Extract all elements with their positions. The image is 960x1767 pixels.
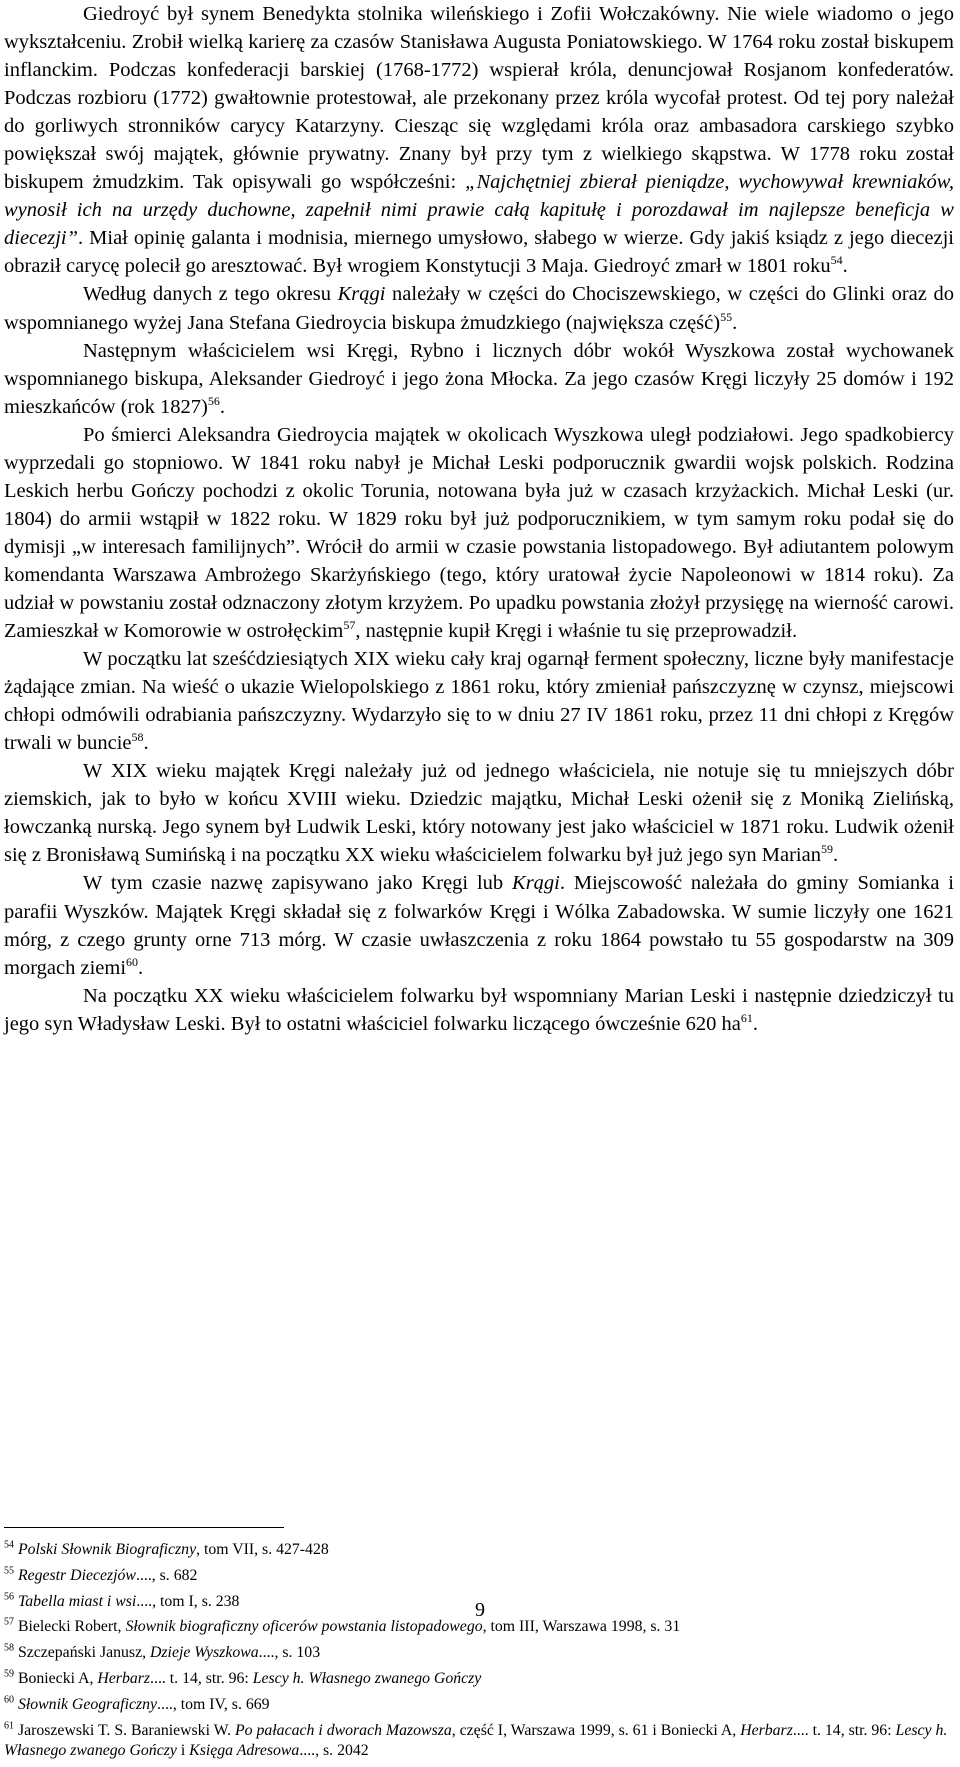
footnote-number: 61 xyxy=(4,1720,14,1732)
footnote-reference: 59 xyxy=(820,842,833,857)
text-run: . xyxy=(138,956,144,979)
text-run: Jaroszewski T. S. Baraniewski W. xyxy=(17,1721,235,1739)
text-run: , część I, Warszawa 1999, s. 61 i Boniecki A, xyxy=(451,1721,741,1739)
italic-text: Regestr Diecezjów xyxy=(17,1566,136,1584)
footnote-reference: 60 xyxy=(126,954,139,969)
italic-text: Herbarz xyxy=(740,1721,793,1739)
footnote-number: 58 xyxy=(4,1642,14,1654)
paragraph xyxy=(4,0,954,280)
text-run: W początku lat sześćdziesiątych XIX wieku cały kraj ogarnął ferment społeczny, liczne były manifestacje żądające zmian. Na wieść o ukazie Wielopolskiego z 1861 roku, który zmieniał pańszczyznę w czynsz, miejscowi chłopi odmówili odrabiania pańszczyzny. Wydarzyło się to w dniu 27 IV 1861 roku, przez 11 dni chłopi z Kręgów trwali w buncie xyxy=(4,648,954,755)
text-run: . xyxy=(752,1012,758,1035)
text-run: W tym czasie nazwę zapisywano jako Kręgi lub xyxy=(83,872,513,895)
text-run: ...., tom I, s. 238 xyxy=(136,1592,240,1610)
italic-text: Lescy h. Własnego zwanego Gończy xyxy=(4,1721,948,1759)
text-run: , tom III, Warszawa 1998, s. 31 xyxy=(482,1618,681,1636)
italic-text: Księga Adresowa xyxy=(189,1741,300,1759)
body-text xyxy=(4,0,954,1038)
italic-text: Słownik Geograficzny xyxy=(17,1695,158,1713)
text-run: . xyxy=(832,844,839,867)
italic-text: „Najchętniej zbierał pieniądze, wychowywał krewniaków, wynosił ich na urzędy duchowne, zapełnił nimi prawie całą kapitułę i porozdawał im najlepsze beneficja w diecezji” xyxy=(4,171,954,250)
text-run: Bielecki Robert, xyxy=(17,1618,126,1636)
page-number: 9 xyxy=(475,1599,485,1621)
text-run: Giedroyć był synem Benedykta stolnika wileńskiego i Zofii Wołczakówny. Nie wiele wiadomo o jego wykształceniu. Zrobił wielką karierę za czasów Stanisława Augusta Poniatowskiego. W 1764 roku został biskupem inflanckim. Podczas konfederacji barskiej (1768-1772) wspierał króla, denuncjował Rosjanom konfederatów. Podczas rozbioru (1772) gwałtownie protestował, ale przekonany przez króla wycofał protest. Od tej pory należał do gorliwych stronników carycy Katarzyny. Ciesząc się względami króla oraz ambasadora carskiego szybko powiększał swój majątek, głównie prywatny. Znany był przy tym z wielkiego skąpstwa. W 1778 roku został biskupem żmudzkim. Tak opisywali go współcześni: xyxy=(4,3,954,194)
paragraph xyxy=(4,280,954,336)
text-run: ...., tom IV, s. 669 xyxy=(157,1695,270,1713)
text-run: .... t. 14, str. 96: xyxy=(792,1721,896,1739)
text-run: . xyxy=(842,255,848,278)
footnote-number: 54 xyxy=(4,1539,14,1551)
footnote-separator xyxy=(4,1527,284,1528)
footnote-reference: 55 xyxy=(720,309,733,324)
footnote xyxy=(4,1695,954,1715)
footnote xyxy=(4,1643,954,1663)
text-run: .... t. 14, str. 96: xyxy=(150,1669,253,1687)
italic-text: Słownik biograficzny oficerów powstania listopadowego xyxy=(125,1618,483,1636)
text-run: , następnie kupił Kręgi i właśnie tu się przeprowadził. xyxy=(355,620,798,643)
text-run: ...., s. 103 xyxy=(258,1644,321,1662)
text-run: należały w części do Chociszewskiego, w części do Glinki oraz do wspomnianego wyżej Jana Stefana Giedroycia biskupa żmudzkiego (największa część) xyxy=(4,283,954,334)
italic-text: Tabella miast i wsi xyxy=(17,1592,137,1610)
text-run: Szczepański Janusz, xyxy=(17,1644,150,1662)
footnotes xyxy=(4,1540,954,1767)
footnote-reference: 58 xyxy=(131,730,144,745)
text-run: Następnym właścicielem wsi Kręgi, Rybno i licznych dóbr wokół Wyszkowa został wychowanek wspomnianego biskupa, Aleksander Giedroyć i jego żona Młocka. Za jego czasów Kręgi liczyły 25 domów i 192 mieszkańców (rok 1827) xyxy=(4,339,954,418)
text-run: . xyxy=(732,311,738,334)
text-run: W XIX wieku majątek Kręgi należały już od jednego właściciela, nie notuje się tu mniejszych dóbr ziemskich, jak to było w końcu XVIII wieku. Dziedzic majątku, Michał Leski ożenił się z Moniką Zielińską, łowczanką nurską. Jego synem był Ludwik Leski, który notowany jest jako właściciel w 1871 roku. Ludwik ożenił się z Bronisławą Sumińską i na początku XX wieku właścicielem folwarku był już jego syn Marian xyxy=(4,760,954,867)
italic-text: Po pałacach i dworach Mazowsza xyxy=(235,1721,452,1739)
footnote-number: 55 xyxy=(4,1565,14,1577)
footnote xyxy=(4,1669,954,1689)
footnote xyxy=(4,1540,954,1560)
footnote-number: 59 xyxy=(4,1668,14,1680)
footnote-number: 60 xyxy=(4,1694,14,1706)
footnote-reference: 57 xyxy=(343,618,356,633)
footnote xyxy=(4,1566,954,1586)
text-run: Boniecki A, xyxy=(17,1669,98,1687)
text-run: Według danych z tego okresu xyxy=(83,283,338,306)
footnote-reference: 54 xyxy=(830,253,843,268)
text-run: . xyxy=(143,732,149,755)
footnote xyxy=(4,1721,954,1762)
footnote-number: 56 xyxy=(4,1591,14,1603)
italic-text: Polski Słownik Biograficzny xyxy=(17,1541,197,1558)
italic-text: Dzieje Wyszkowa xyxy=(150,1644,259,1662)
paragraph xyxy=(4,421,954,645)
text-run: ...., s. 682 xyxy=(135,1566,198,1584)
text-run: i xyxy=(176,1741,190,1759)
italic-text: Krągi xyxy=(512,872,560,895)
text-run: ...., s. 2042 xyxy=(299,1741,369,1759)
text-run: , tom VII, s. 427-428 xyxy=(196,1541,329,1558)
footnote-reference: 61 xyxy=(740,1010,753,1025)
text-run: . Miejscowość należała do gminy Somianka i parafii Wyszków. Majątek Kręgi składał się z folwarków Kręgi i Wólka Zabadowska. W sumie liczyły one 1621 mórg, z czego grunty orne 713 mórg. W czasie uwłaszczenia z roku 1864 powstało tu 55 gospodarstw na 309 morgach ziemi xyxy=(4,872,954,979)
text-run: . Miał opinię galanta i modnisia, miernego umysłowo, słabego w wierze. Gdy jakiś ksiądz z jego diecezji obraził carycę polecił go aresztować. Był wrogiem Konstytucji 3 Maja. Giedroyć zmarł w 1801 roku xyxy=(4,227,954,278)
text-run: Po śmierci Aleksandra Giedroycia majątek w okolicach Wyszkowa uległ podziałowi. Jego spadkobiercy wyprzedali go stopniowo. W 1841 roku nabył je Michał Leski podporucznik gwardii wojsk polskich. Rodzina Leskich herbu Gończy pochodzi z okolic Torunia, notowana była już w czasach krzyżackich. Michał Leski (ur. 1804) do armii wstąpił w 1822 roku. W 1829 roku był już podporucznikiem, w tym samym roku podał się do dymisji „w interesach familijnych”. Wrócił do armii w czasie powstania listopadowego. Był adiutantem polowym komendanta Warszawa Ambrożego Skarżyńskiego (tego, który uratował życie Napoleonowi w 1814 roku). Za udział w powstaniu został odznaczony złotym krzyżem. Po upadku powstania złożył przysięgę na wierność carowi. Zamieszkał w Komorowie w ostrołęckim xyxy=(4,423,954,643)
text-run: . xyxy=(219,395,225,418)
paragraph xyxy=(4,337,954,421)
italic-text: Lescy h. Własnego zwanego Gończy xyxy=(252,1669,482,1687)
footnote-number: 57 xyxy=(4,1617,14,1629)
paragraph xyxy=(4,869,954,981)
paragraph xyxy=(4,757,954,869)
paragraph xyxy=(4,645,954,757)
footnote-reference: 56 xyxy=(207,393,220,408)
paragraph xyxy=(4,982,954,1038)
text-run: Na początku XX wieku właścicielem folwarku był wspomniany Marian Leski i następnie dziedziczył tu jego syn Władysław Leski. Był to ostatni właściciel folwarku liczącego ówcześnie 620 ha xyxy=(4,984,954,1035)
italic-text: Herbarz xyxy=(97,1669,151,1687)
italic-text: Krągi xyxy=(337,283,386,306)
